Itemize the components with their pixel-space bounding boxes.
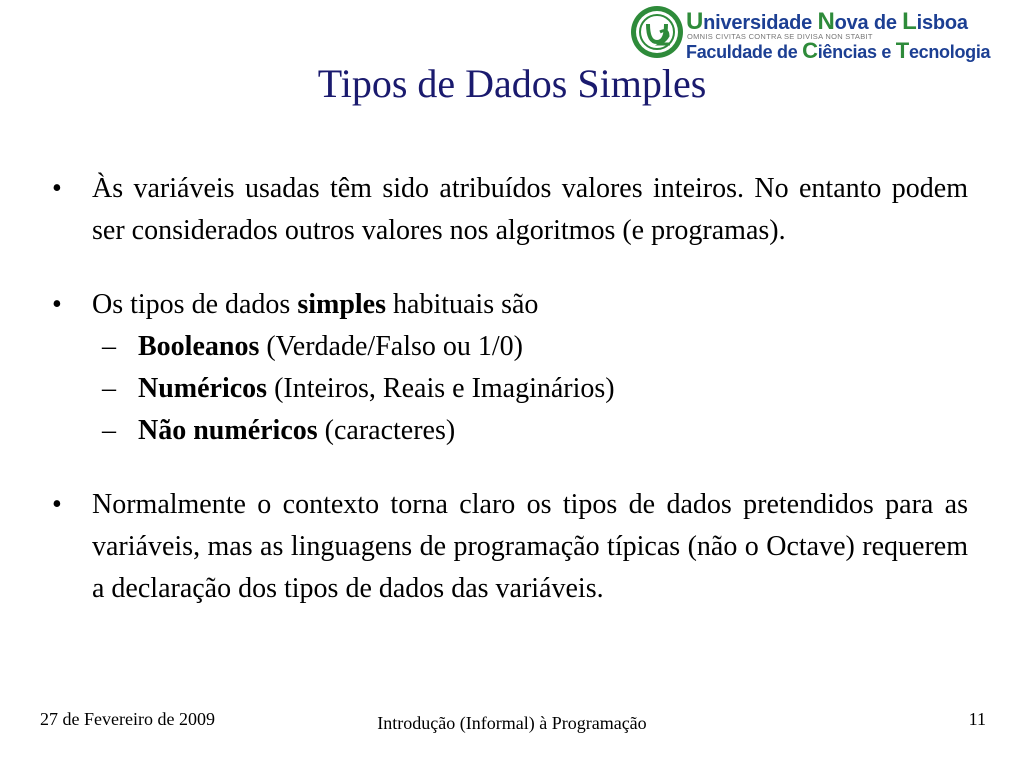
- slide-body: [52, 168, 968, 610]
- footer-page-number: 11: [968, 709, 986, 729]
- bullet-item: [52, 484, 968, 610]
- footer-date: 27 de Fevereiro de 2009: [40, 709, 215, 729]
- sub-item-text: (Inteiros, Reais e Imaginários): [267, 373, 615, 404]
- bullet-item: [52, 284, 968, 326]
- bullet-symbol: •: [52, 289, 62, 320]
- bullet-symbol: •: [52, 173, 62, 204]
- university-text-2: ova de: [834, 12, 903, 34]
- university-text-3: isboa: [916, 12, 968, 34]
- sub-item: [52, 326, 968, 368]
- emblem-inner-disc: [636, 11, 678, 53]
- slide-title: Tipos de Dados Simples: [317, 61, 707, 106]
- faculty-initial-c: C: [802, 38, 818, 63]
- university-logo: [630, 2, 1022, 64]
- faculty-initial-t: T: [895, 38, 909, 63]
- bullet-text-before: Os tipos de dados: [92, 289, 298, 320]
- sub-item-text: (Verdade/Falso ou 1/0): [259, 331, 523, 362]
- bullet-item: [52, 168, 968, 252]
- bullet-text-bold: simples: [297, 289, 387, 320]
- sub-item-text: (caracteres): [317, 415, 456, 446]
- footer-course-title: Introdução (Informal) à Programação: [377, 713, 647, 733]
- sub-item-bold: Booleanos: [138, 331, 260, 362]
- sub-item: [52, 368, 968, 410]
- dash-symbol: –: [102, 415, 116, 446]
- sub-item-bold: Numéricos: [138, 373, 268, 404]
- university-motto: OMNIS CIVITAS CONTRA SE DIVISA NON STABIT: [687, 32, 873, 41]
- dash-symbol: –: [102, 331, 116, 362]
- bullet-symbol: •: [52, 489, 62, 520]
- bullet-text-after: habituais são: [386, 289, 539, 320]
- university-initial-n: N: [817, 8, 835, 35]
- university-text-1: niversidade: [703, 12, 818, 34]
- faculty-text-1: Faculdade de: [686, 42, 803, 62]
- faculty-text-2: iências e: [817, 42, 896, 62]
- dash-symbol: –: [102, 373, 116, 404]
- university-initial-l: L: [902, 8, 917, 35]
- sub-item: [52, 410, 968, 452]
- unl-emblem-icon: [630, 2, 684, 62]
- sub-item-bold: Não numéricos: [138, 415, 318, 446]
- faculty-text-3: ecnologia: [908, 42, 991, 62]
- bullet-text: Normalmente o contexto torna claro os tipos de dados pretendidos para as variáveis, mas as linguagens de programação típicas (não o Octave) requerem a declaração dos tipos de dados das variáveis.: [92, 489, 968, 604]
- bullet-text: Às variáveis usadas têm sido atribuídos valores inteiros. No entanto podem ser considerados outros valores nos algoritmos (e programas).: [92, 173, 968, 246]
- university-initial-u: U: [686, 8, 704, 35]
